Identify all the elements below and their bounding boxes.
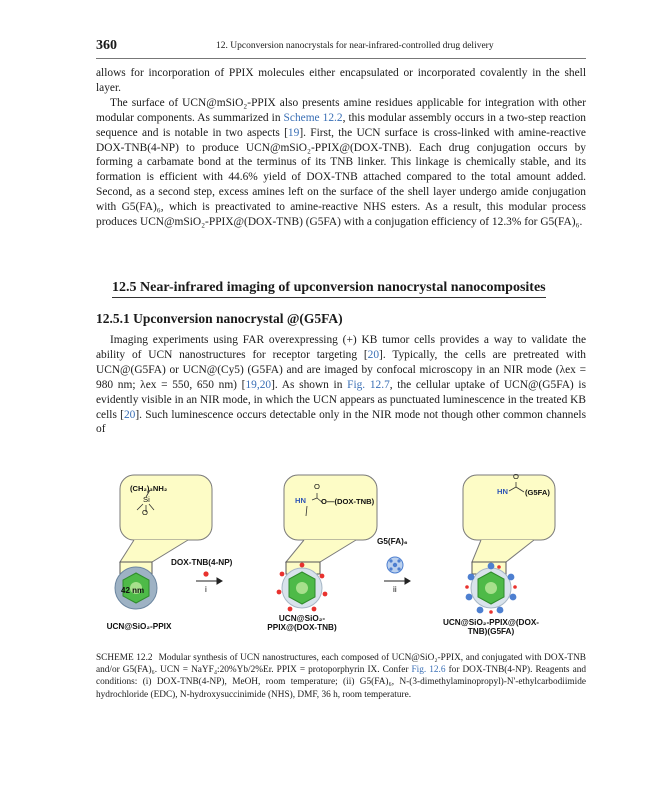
step1-label: i — [205, 585, 207, 594]
dox-tnb-group-label: O—(DOX-TNB) — [321, 497, 375, 506]
oxygen-label: O — [142, 508, 148, 517]
step2-label: ii — [393, 585, 397, 594]
dendrimer-icon — [387, 557, 403, 573]
amine-label: (CH₂)₃NH₂ — [130, 484, 168, 493]
citation-link[interactable]: 20 — [123, 408, 136, 421]
section-title: 12.5 Near-infrared imaging of upconversion nanocrystal nanocomposites — [112, 280, 546, 298]
body-text-mid — [96, 333, 586, 437]
drug-marker-icon — [203, 571, 208, 576]
carbonyl-oxygen-label: O — [314, 482, 320, 491]
figure-link[interactable]: Fig. 12.6 — [411, 665, 446, 676]
paragraph-2: The surface of UCN@mSiO₂-PPIX also presents amine residues applicable for integration with other modular components. As summarized in Scheme 12.2, this modular assembly occurs in a two-step reaction sequence and is notable in two aspects [19]. First, the UCN surface is cross-linked with amine-reactive DOX-TNB(4-NP) to produce UCN@mSiO₂-PPIX@(DOX-TNB). Each drug conjugation occurs by forming a carbamate bond at the terminus of its TNB linker. This linkage is chemically stable, and its formation is efficient with 44.6% yield of DOX-TNB attached compared to the total amount added. Second, as a second step, excess amines left on the surface of the shell layer undergo amide conjugation with G5(FA)₆, which is preactivated to amine-reactive NHS esters. As a result, this modular process produces UCN@mSiO₂-PPIX@(DOX-TNB) (G5FA) with a conjugation efficiency of 12.3% for G5(FA)₆. — [96, 96, 586, 229]
step2-reagent: G5(FA)₆ — [377, 537, 408, 546]
zoom-balloon-2 — [284, 475, 377, 574]
scheme-caption: SCHEME 12.2 Modular synthesis of UCN nanostructures, each composed of UCN@SiO₂-PPIX, and conjugated with DOX-TNB and/or G5(FA)₆. UCN = NaYF₄:20%Yb/2%Er. PPIX = protoporphyrin IX. Confer Fig. 12.6 for DOX-TNB(4-NP). Reagents and conditions: (i) DOX-TNB(4-NP), MeOH, room temperature; (ii) G5(FA)₆, N-(3-dimethylaminopropyl)-N'-ethylcarbodiimide hydrochloride (EDC), N-hydroxysuccinimide (NHS), DMF, 36 h, room temperature. — [96, 653, 587, 700]
scheme-link[interactable]: Scheme 12.2 — [283, 111, 343, 124]
running-header — [96, 38, 586, 59]
size-label: 42 nm — [121, 586, 145, 595]
step1-reagent: DOX-TNB(4-NP) — [171, 558, 233, 567]
paragraph-1: allows for incorporation of PPIX molecules either encapsulated or incorporated covalently in the shell layer. — [96, 67, 586, 94]
reaction-arrow-1 — [196, 578, 222, 584]
page-number: 360 — [96, 38, 117, 53]
amine-nh-label: HN — [497, 487, 508, 496]
caption-label: SCHEME 12.2 — [96, 653, 153, 663]
running-title: 12. Upconversion nanocrystals for near-infrared-controlled drug delivery — [216, 41, 494, 51]
product1-label: UCN@SiO₂-PPIX — [106, 622, 172, 631]
figure-link[interactable]: Fig. 12.7 — [347, 378, 390, 391]
amine-nh-label: HN — [295, 496, 306, 505]
product3-label: UCN@SiO₂-PPIX@(DOX-TNB)(G5FA) — [442, 618, 540, 636]
product2-label: UCN@SiO₂-PPIX@(DOX-TNB) — [267, 614, 337, 632]
citation-link[interactable]: 20 — [367, 348, 380, 361]
paragraph-3: Imaging experiments using FAR overexpressing (+) KB tumor cells provides a way to validate the ability of UCN nanostructures for receptor targeting [20]. Typically, the cells are pretreated with UCN@(G5FA) or UCN@(Cy5) (G5FA) and are imaged by confocal microscopy in an NIR mode (λex = 980 nm; λex = 550, 650 nm) [19,20]. As shown in Fig. 12.7, the cellular uptake of UCN@(G5FA) is evidently visible in an NIR mode, in which the UCN appears as punctuated luminescence in the treated KB cells [20]. Such luminescence occurs detectable only in the NIR mode not though other common channels of — [96, 334, 587, 436]
reaction-arrow-2 — [384, 578, 410, 584]
carbonyl-oxygen-label: O — [513, 472, 519, 481]
g5fa-group-label: (G5FA) — [525, 488, 550, 497]
citation-link[interactable]: 19 — [287, 126, 300, 139]
body-text-top — [96, 66, 586, 230]
citation-link[interactable]: 19,20 — [245, 378, 272, 391]
scheme-figure — [96, 470, 586, 645]
silicon-label: Si — [143, 495, 150, 504]
subsection-title: 12.5.1 Upconversion nanocrystal @(G5FA) — [96, 311, 343, 326]
